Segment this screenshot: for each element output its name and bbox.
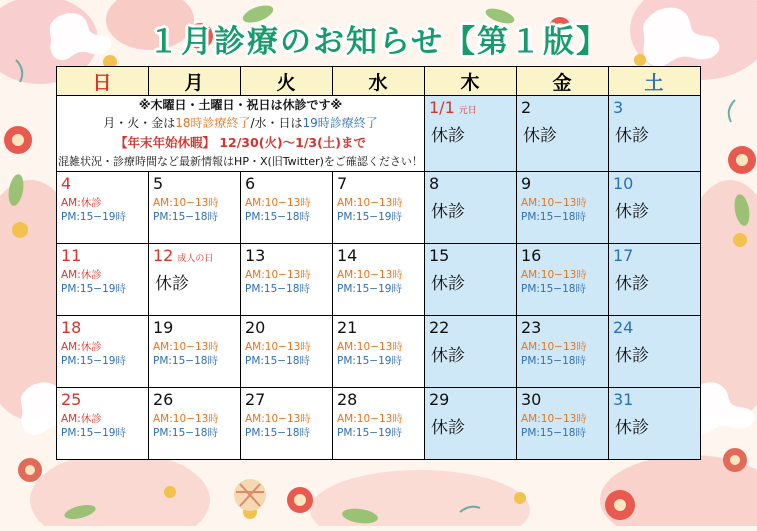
day-number: 4 [61,173,72,193]
day-number: 15 [429,245,450,265]
calendar-cell-head [609,316,700,338]
day-number: 26 [153,389,174,409]
hours-line: PM:15−18時 [521,426,586,439]
notice-line-2a: 月・火・金は [103,116,176,130]
calendar-cell-28 [333,387,425,459]
day-number: 30 [521,389,542,409]
calendar-week-row [57,243,701,315]
day-number: 10 [613,173,634,193]
calendar-cell-head [425,316,516,338]
calendar-cell-31 [609,387,701,459]
calendar-cell-8 [425,171,517,243]
day-number: 21 [337,317,358,337]
closed-label: 休診 [615,345,649,366]
day-number: 11 [61,245,82,265]
hours-list [57,410,148,440]
calendar-cell-17 [609,243,701,315]
calendar-cell-head [149,172,240,194]
hours-list [333,338,424,368]
calendar-week-row [57,96,701,172]
hours-list [57,194,148,224]
holiday-label: 元日 [458,106,477,116]
hours-list [517,410,608,440]
hours-line: PM:15−18時 [153,354,218,367]
hours-line: PM:15−18時 [521,210,586,223]
hours-line: PM:15−19時 [337,282,402,295]
closed-label: 休診 [155,273,189,294]
weekday-header-thu: 木 [425,67,517,96]
day-number: 25 [61,389,82,409]
page-title-wrap [0,16,757,61]
day-number: 18 [61,317,82,337]
calendar-cell-3 [609,96,701,172]
day-number: 14 [337,245,358,265]
day-number: 6 [245,173,256,193]
day-number: 5 [153,173,164,193]
notice-line-2b: 18時診療終了 [175,116,251,130]
hours-line: PM:15−18時 [245,210,310,223]
hours-line: PM:15−18時 [245,354,310,367]
calendar-cell-head [241,388,332,410]
hours-line: PM:15−19時 [61,282,126,295]
calendar-cell-head [609,172,700,194]
calendar-cell-head [517,388,608,410]
calendar-cell-1-1 [425,96,517,172]
day-number: 12 [153,245,174,265]
hours-list [241,410,332,440]
hours-line: AM:10−13時 [245,340,311,353]
day-number: 2 [521,98,532,117]
day-number: 31 [613,389,634,409]
day-number: 28 [337,389,358,409]
calendar-cell-head [425,96,516,118]
weekday-header-sun: 日 [57,67,149,96]
hours-line: PM:15−19時 [61,426,126,439]
closed-label: 休診 [431,273,465,294]
day-number: 19 [153,317,174,337]
calendar-cell-head [517,316,608,338]
weekday-header-tue: 火 [241,67,333,96]
closed-label: 休診 [615,417,649,438]
day-number: 23 [521,317,542,337]
calendar-cell-14 [333,243,425,315]
hours-line: AM:10−13時 [245,412,311,425]
calendar-cell-21 [333,315,425,387]
hours-list [149,410,240,440]
day-number: 7 [337,173,348,193]
hours-line: PM:15−18時 [153,426,218,439]
hours-line: AM:10−13時 [337,340,403,353]
calendar-week-row [57,315,701,387]
hours-list [241,338,332,368]
page-title: １月診療のお知らせ【第１版】 [147,24,610,60]
weekday-header-mon: 月 [149,67,241,96]
hours-list [517,194,608,224]
calendar-cell-7 [333,171,425,243]
closed-label: 休診 [431,201,465,222]
calendar-cell-head [149,316,240,338]
notice-line-2 [57,114,424,133]
hours-line: AM:10−13時 [521,196,587,209]
calendar-cell-20 [241,315,333,387]
hours-line: AM:休診 [61,412,102,425]
hours-line: PM:15−18時 [521,282,586,295]
day-number: 22 [429,317,450,337]
day-number: 1/1 [429,98,455,117]
hours-line: AM:10−13時 [337,196,403,209]
closed-label: 休診 [615,201,649,222]
hours-list [333,266,424,296]
weekday-header-wed: 水 [333,67,425,96]
calendar-week-row [57,387,701,459]
calendar-cell-head [241,172,332,194]
hours-line: PM:15−18時 [521,354,586,367]
calendar-cell-head [425,388,516,410]
hours-list [149,194,240,224]
hours-line: AM:10−13時 [153,340,219,353]
calendar-cell-head [149,388,240,410]
day-number: 20 [245,317,266,337]
day-number: 29 [429,389,450,409]
hours-list [241,194,332,224]
calendar-cell-head [609,96,700,118]
hours-line: PM:15−18時 [153,210,218,223]
calendar-cell-4 [57,171,149,243]
calendar-cell-27 [241,387,333,459]
hours-line: AM:休診 [61,268,102,281]
weekday-header-row [57,67,701,96]
calendar-cell-13 [241,243,333,315]
calendar-table [56,66,701,460]
calendar-cell-30 [517,387,609,459]
calendar-cell-15 [425,243,517,315]
hours-line: AM:10−13時 [245,196,311,209]
hours-line: PM:15−18時 [245,426,310,439]
notice-line-2d: 19時診療終了 [302,116,378,130]
day-number: 17 [613,245,634,265]
closed-label: 休診 [615,126,649,146]
hours-list [149,338,240,368]
calendar-cell-6 [241,171,333,243]
hours-line: AM:休診 [61,340,102,353]
calendar-cell-19 [149,315,241,387]
calendar-cell-head [241,244,332,266]
hours-line: PM:15−19時 [337,426,402,439]
hours-line: AM:10−13時 [521,340,587,353]
day-number: 8 [429,173,440,193]
day-number: 3 [613,98,624,117]
calendar-cell-head [333,316,424,338]
hours-line: AM:10−13時 [521,412,587,425]
calendar-cell-head [517,96,608,118]
calendar-cell-head [333,244,424,266]
calendar-cell-22 [425,315,517,387]
hours-list [333,410,424,440]
calendar-cell-24 [609,315,701,387]
hours-line: AM:10−13時 [245,268,311,281]
notice-line-4: 混雑状況・診療時間など最新情報はHP・X(旧Twitter)をご確認ください！ [58,155,423,169]
closed-label: 休診 [523,126,557,146]
day-number: 9 [521,173,532,193]
hours-list [517,266,608,296]
calendar-cell-head [241,316,332,338]
day-number: 24 [613,317,634,337]
calendar-cell-18 [57,315,149,387]
notice-cell [57,96,425,172]
calendar-cell-10 [609,171,701,243]
weekday-header-fri: 金 [517,67,609,96]
calendar-cell-head [149,244,240,266]
closed-label: 休診 [431,126,465,146]
calendar-week-row [57,171,701,243]
closed-label: 休診 [431,417,465,438]
hours-list [241,266,332,296]
calendar-cell-5 [149,171,241,243]
calendar-cell-16 [517,243,609,315]
holiday-label: 成人の日 [177,253,214,264]
calendar-cell-head [57,388,148,410]
hours-line: AM:10−13時 [521,268,587,281]
calendar-cell-head [57,244,148,266]
closed-label: 休診 [615,273,649,294]
notice-line-3: 【年末年始休暇】 12/30(火)〜1/3(土)まで [114,135,367,151]
hours-line: AM:休診 [61,196,102,209]
hours-line: AM:10−13時 [153,412,219,425]
calendar-cell-head [57,172,148,194]
day-number: 27 [245,389,266,409]
calendar-cell-head [425,172,516,194]
notice-line-2c: /水・日は [250,116,303,130]
hours-line: PM:15−19時 [61,210,126,223]
calendar-body [57,96,701,460]
hours-list [57,266,148,296]
hours-line: AM:10−13時 [337,412,403,425]
hours-line: PM:15−19時 [61,354,126,367]
hours-line: AM:10−13時 [337,268,403,281]
hours-line: PM:15−19時 [337,210,402,223]
calendar-cell-head [333,388,424,410]
calendar-cell-head [57,316,148,338]
calendar-cell-12 [149,243,241,315]
weekday-header-sat: 土 [609,67,701,96]
day-number: 16 [521,245,542,265]
calendar-cell-23 [517,315,609,387]
calendar-cell-head [333,172,424,194]
calendar-cell-25 [57,387,149,459]
calendar-cell-26 [149,387,241,459]
hours-list [517,338,608,368]
day-number: 13 [245,245,266,265]
notice-line-1: ※木曜日・土曜日・祝日は休診です※ [138,98,343,112]
hours-list [57,338,148,368]
hours-line: PM:15−18時 [245,282,310,295]
calendar-cell-9 [517,171,609,243]
calendar-cell-head [425,244,516,266]
calendar-cell-head [609,388,700,410]
closed-label: 休診 [431,345,465,366]
calendar-cell-29 [425,387,517,459]
calendar-cell-head [517,172,608,194]
calendar-cell-head [517,244,608,266]
calendar-cell-head [609,244,700,266]
calendar-cell-2 [517,96,609,172]
hours-line: AM:10−13時 [153,196,219,209]
hours-list [333,194,424,224]
calendar-cell-11 [57,243,149,315]
hours-line: PM:15−19時 [337,354,402,367]
